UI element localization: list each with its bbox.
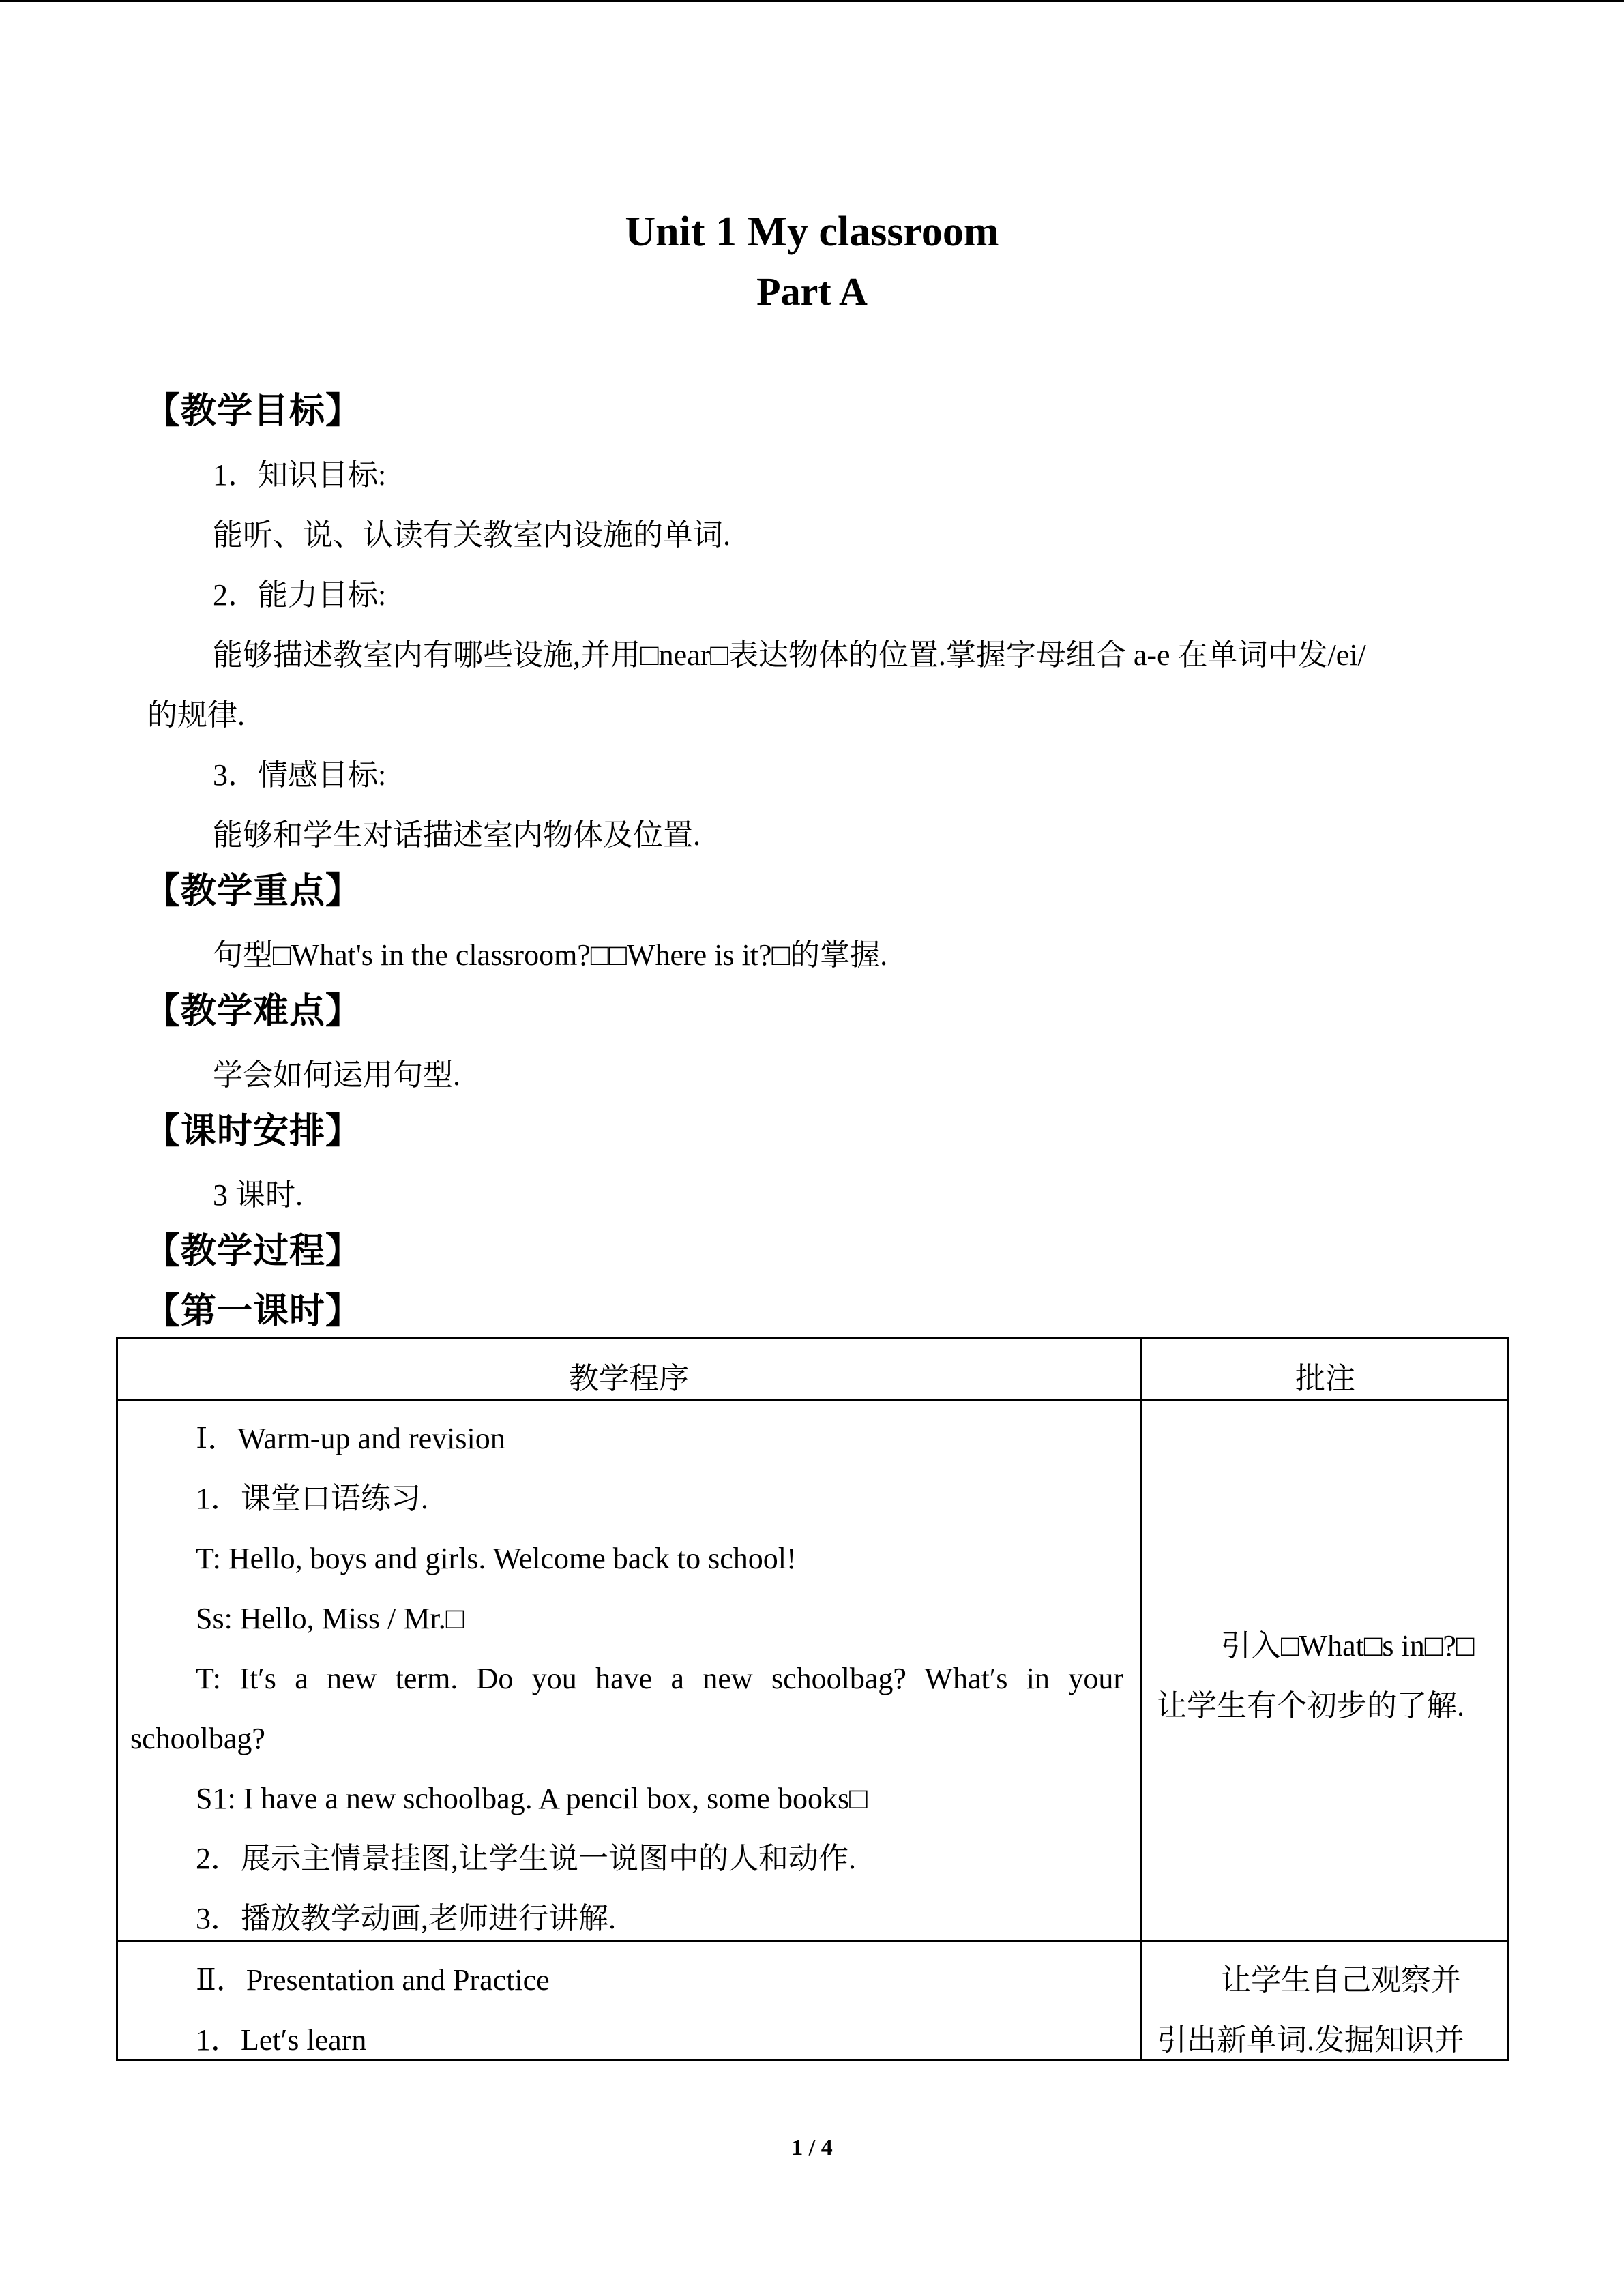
table-row1-line: S1: I have a new schoolbag. A pencil box, some books□ bbox=[196, 1782, 868, 1815]
knowledge-objective-text: 能听、说、认读有关教室内设施的单词. bbox=[213, 518, 730, 552]
table-row1-line: T: Hello, boys and girls. Welcome back to school! bbox=[196, 1542, 797, 1575]
heading-difficulties: 【教学难点】 bbox=[145, 991, 362, 1032]
table-row1-line: 1．课堂口语练习. bbox=[196, 1482, 428, 1515]
table-row2-line: 1．Let′s learn bbox=[196, 2023, 367, 2057]
emotion-objective-label: 3．情感目标: bbox=[213, 758, 387, 792]
table-row1-line: T: It′s a new term. Do you have a new schoolbag? What′s in your bbox=[196, 1662, 1123, 1695]
document-subtitle: Part A bbox=[756, 269, 868, 314]
heading-process: 【教学过程】 bbox=[145, 1231, 362, 1272]
key-points-text: 句型□What's in the classroom?□□Where is it?□的掌握. bbox=[213, 938, 888, 972]
table-row1-note: 让学生有个初步的了解. bbox=[1157, 1689, 1464, 1723]
ability-objective-text-cont: 的规律. bbox=[147, 698, 245, 732]
table-row1-line: 3．播放教学动画,老师进行讲解. bbox=[196, 1902, 616, 1935]
lesson-table bbox=[116, 1337, 1509, 2061]
table-column-divider bbox=[1140, 1339, 1142, 2059]
table-row2-note: 引出新单词.发掘知识并 bbox=[1157, 2023, 1464, 2057]
heading-first-lesson: 【第一课时】 bbox=[145, 1291, 362, 1332]
difficulties-text: 学会如何运用句型. bbox=[213, 1058, 460, 1092]
table-row1-line: Ⅰ．Warm-up and revision bbox=[196, 1422, 505, 1455]
page-top-border bbox=[0, 0, 1624, 2]
table-row1-line: Ss: Hello, Miss / Mr.□ bbox=[196, 1602, 464, 1635]
table-row2-line: Ⅱ．Presentation and Practice bbox=[196, 1963, 550, 1997]
table-header-procedure: 教学程序 bbox=[569, 1362, 689, 1395]
table-header-notes: 批注 bbox=[1295, 1362, 1355, 1395]
table-row-divider bbox=[118, 1940, 1507, 1942]
schedule-text: 3 课时. bbox=[213, 1178, 303, 1212]
table-row1-note: 引入□What□s in□?□ bbox=[1221, 1629, 1475, 1663]
heading-key-points: 【教学重点】 bbox=[145, 871, 362, 912]
table-row1-line: 2．展示主情景挂图,让学生说一说图中的人和动作. bbox=[196, 1842, 856, 1875]
knowledge-objective-label: 1．知识目标: bbox=[213, 458, 387, 492]
heading-schedule: 【课时安排】 bbox=[145, 1111, 362, 1152]
page-number: 1 / 4 bbox=[791, 2135, 833, 2160]
ability-objective-label: 2．能力目标: bbox=[213, 578, 387, 612]
emotion-objective-text: 能够和学生对话描述室内物体及位置. bbox=[213, 818, 700, 852]
heading-objectives: 【教学目标】 bbox=[145, 391, 362, 432]
table-row2-note: 让学生自己观察并 bbox=[1221, 1963, 1461, 1997]
ability-objective-text: 能够描述教室内有哪些设施,并用□near□表达物体的位置.掌握字母组合 a-e 在单词中发/ei/ bbox=[213, 638, 1366, 672]
document-title: Unit 1 My classroom bbox=[625, 209, 999, 255]
table-row1-line: schoolbag? bbox=[130, 1722, 265, 1755]
